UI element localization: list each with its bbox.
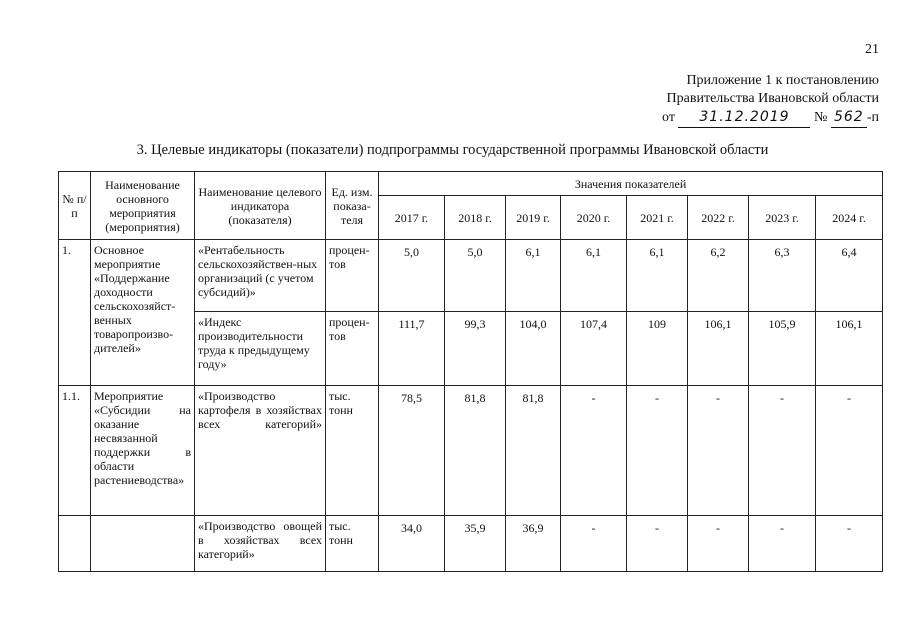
row-value: 106,1 — [816, 312, 883, 386]
row-value: 99,3 — [445, 312, 506, 386]
appendix-line-2: Правительства Ивановской области — [666, 91, 879, 106]
row-value: 5,0 — [379, 240, 445, 312]
row-indicator: «Производство картофеля в хозяйствах всех категорий» — [195, 386, 326, 516]
row-num: 1.1. — [59, 386, 91, 516]
table-row — [59, 386, 883, 516]
header-year: 2023 г. — [749, 196, 816, 240]
row-value: 105,9 — [749, 312, 816, 386]
header-values: Значения показателей — [379, 172, 883, 196]
row-value: 6,4 — [816, 240, 883, 312]
row-value: 6,1 — [627, 240, 688, 312]
row-num — [59, 516, 91, 572]
header-year: 2022 г. — [688, 196, 749, 240]
row-value: 36,9 — [506, 516, 561, 572]
row-value: - — [816, 386, 883, 516]
row-measure — [91, 516, 195, 572]
row-value: - — [688, 386, 749, 516]
table-row — [59, 516, 883, 572]
row-value: 34,0 — [379, 516, 445, 572]
header-unit: Ед. изм. показа-теля — [326, 172, 379, 240]
header-year: 2020 г. — [561, 196, 627, 240]
row-value: - — [749, 516, 816, 572]
row-indicator: «Производство овощей в хозяйствах всех категорий» — [195, 516, 326, 572]
row-value: - — [561, 516, 627, 572]
row-value: 6,3 — [749, 240, 816, 312]
header-year: 2019 г. — [506, 196, 561, 240]
row-measure: Основное мероприятие «Поддержание доходности сельскохозяйст-венных товаропроизво-дителей» — [91, 240, 195, 386]
from-label: от — [662, 110, 675, 125]
document-title: 3. Целевые индикаторы (показатели) подпрограммы государственной программы Ивановской области — [136, 142, 769, 158]
row-num: 1. — [59, 240, 91, 386]
row-value: 6,1 — [506, 240, 561, 312]
row-value: - — [749, 386, 816, 516]
row-indicator: «Рентабельность сельскохозяйствен-ных организаций (с учетом субсидий)» — [195, 240, 326, 312]
number-label: № — [813, 110, 828, 125]
header-indicator: Наименование целевого индикатора (показателя) — [195, 172, 326, 240]
row-unit: процен-тов — [326, 240, 379, 312]
row-measure: Мероприятие «Субсидии на оказание несвязанной поддержки в области растениеводства» — [91, 386, 195, 516]
page-number: 21 — [865, 42, 879, 57]
row-value: - — [688, 516, 749, 572]
indicators-table — [58, 171, 883, 572]
header-year: 2017 г. — [379, 196, 445, 240]
handwritten-date: 31.12.2019 — [699, 109, 790, 125]
header-measure: Наименование основного мероприятия (мероприятия) — [91, 172, 195, 240]
header-row-1 — [59, 172, 883, 196]
row-value: 109 — [627, 312, 688, 386]
header-year: 2024 г. — [816, 196, 883, 240]
row-value: 35,9 — [445, 516, 506, 572]
table-row — [59, 240, 883, 312]
row-unit: тыс. тонн — [326, 516, 379, 572]
row-value: 5,0 — [445, 240, 506, 312]
row-value: 6,2 — [688, 240, 749, 312]
handwritten-number: 562 — [833, 109, 864, 125]
row-indicator: «Индекс производительности труда к предыдущему году» — [195, 312, 326, 386]
row-value: 104,0 — [506, 312, 561, 386]
row-value: 81,8 — [445, 386, 506, 516]
row-value: - — [627, 386, 688, 516]
row-unit: процен-тов — [326, 312, 379, 386]
number-suffix: -п — [866, 110, 879, 125]
row-value: 6,1 — [561, 240, 627, 312]
row-value: 78,5 — [379, 386, 445, 516]
row-value: 106,1 — [688, 312, 749, 386]
row-value: - — [627, 516, 688, 572]
header-num: № п/п — [59, 172, 91, 240]
header-year: 2021 г. — [627, 196, 688, 240]
row-unit: тыс. тонн — [326, 386, 379, 516]
appendix-block — [662, 72, 879, 128]
header-year: 2018 г. — [445, 196, 506, 240]
row-value: - — [816, 516, 883, 572]
row-value: - — [561, 386, 627, 516]
appendix-line-3 — [662, 108, 879, 128]
row-value: 111,7 — [379, 312, 445, 386]
row-value: 107,4 — [561, 312, 627, 386]
row-value: 81,8 — [506, 386, 561, 516]
appendix-line-1: Приложение 1 к постановлению — [686, 73, 879, 88]
